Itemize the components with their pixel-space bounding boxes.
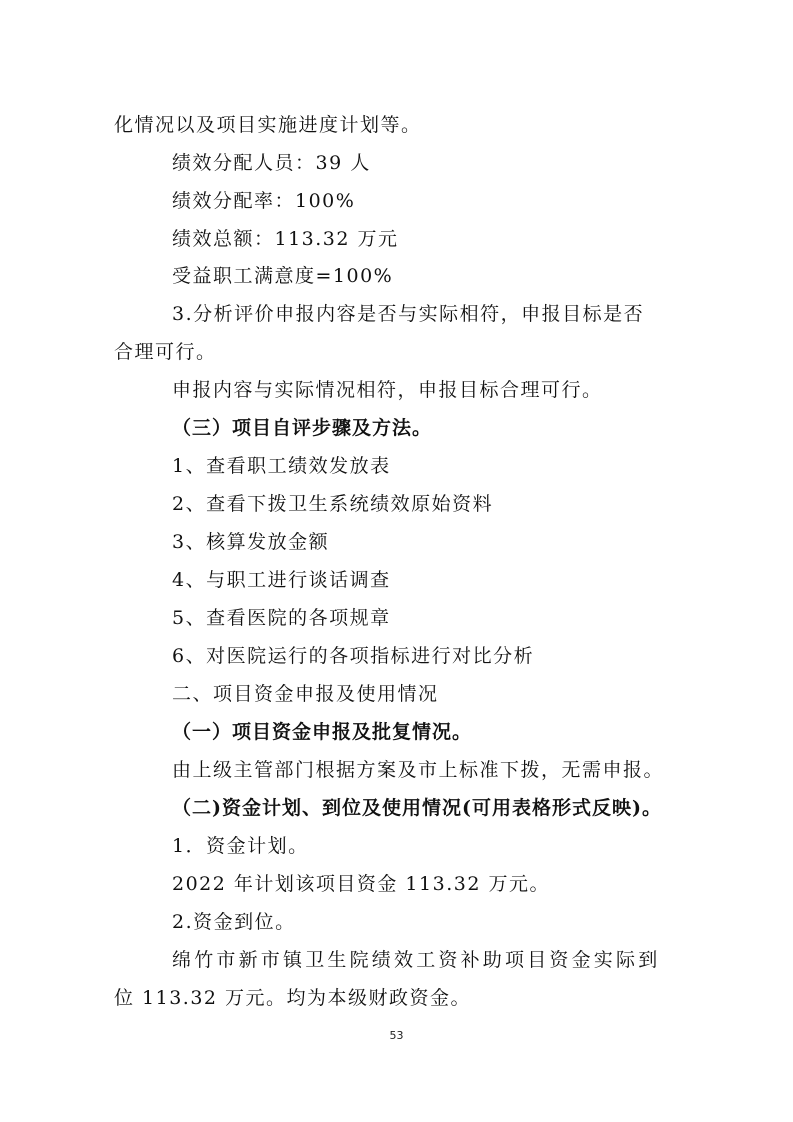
list-item: 2、查看下拨卫生系统绩效原始资料	[172, 493, 494, 515]
text-line: 2022 年计划该项目资金 113.32 万元。	[172, 873, 550, 895]
section-heading: （二)资金计划、到位及使用情况(可用表格形式反映)。	[172, 797, 662, 819]
text-line: 绩效分配人员：39 人	[172, 152, 371, 174]
text-line: 2.资金到位。	[172, 911, 296, 933]
list-item: 1、查看职工绩效发放表	[172, 455, 391, 477]
list-item: 4、与职工进行谈话调查	[172, 569, 391, 591]
text-line: 化情况以及项目实施进度计划等。	[114, 114, 422, 136]
text-line: 位 113.32 万元。均为本级财政资金。	[114, 987, 472, 1009]
text-line: 绵竹市新市镇卫生院绩效工资补助项目资金实际到	[172, 949, 661, 971]
list-item: 5、查看医院的各项规章	[172, 607, 391, 629]
text-line: 绩效分配率：100%	[172, 190, 356, 212]
text-line: 受益职工满意度=100%	[172, 265, 394, 287]
text-line: 申报内容与实际情况相符，申报目标合理可行。	[172, 379, 603, 401]
section-heading: （一）项目资金申报及批复情况。	[172, 721, 473, 743]
text-line: 1．资金计划。	[172, 835, 309, 857]
list-item: 6、对医院运行的各项指标进行对比分析	[172, 645, 535, 667]
text-line: 合理可行。	[114, 341, 217, 363]
list-item: 3、核算发放金额	[172, 531, 330, 553]
text-line: 由上级主管部门根据方案及市上标准下拨，无需申报。	[172, 759, 665, 781]
text-line: 绩效总额：113.32 万元	[172, 228, 399, 250]
page-number: 53	[389, 1029, 404, 1042]
section-heading: （三）项目自评步骤及方法。	[172, 417, 433, 439]
section-heading: 二、项目资金申报及使用情况	[172, 683, 439, 705]
text-line: 3.分析评价申报内容是否与实际相符，申报目标是否	[172, 303, 645, 325]
